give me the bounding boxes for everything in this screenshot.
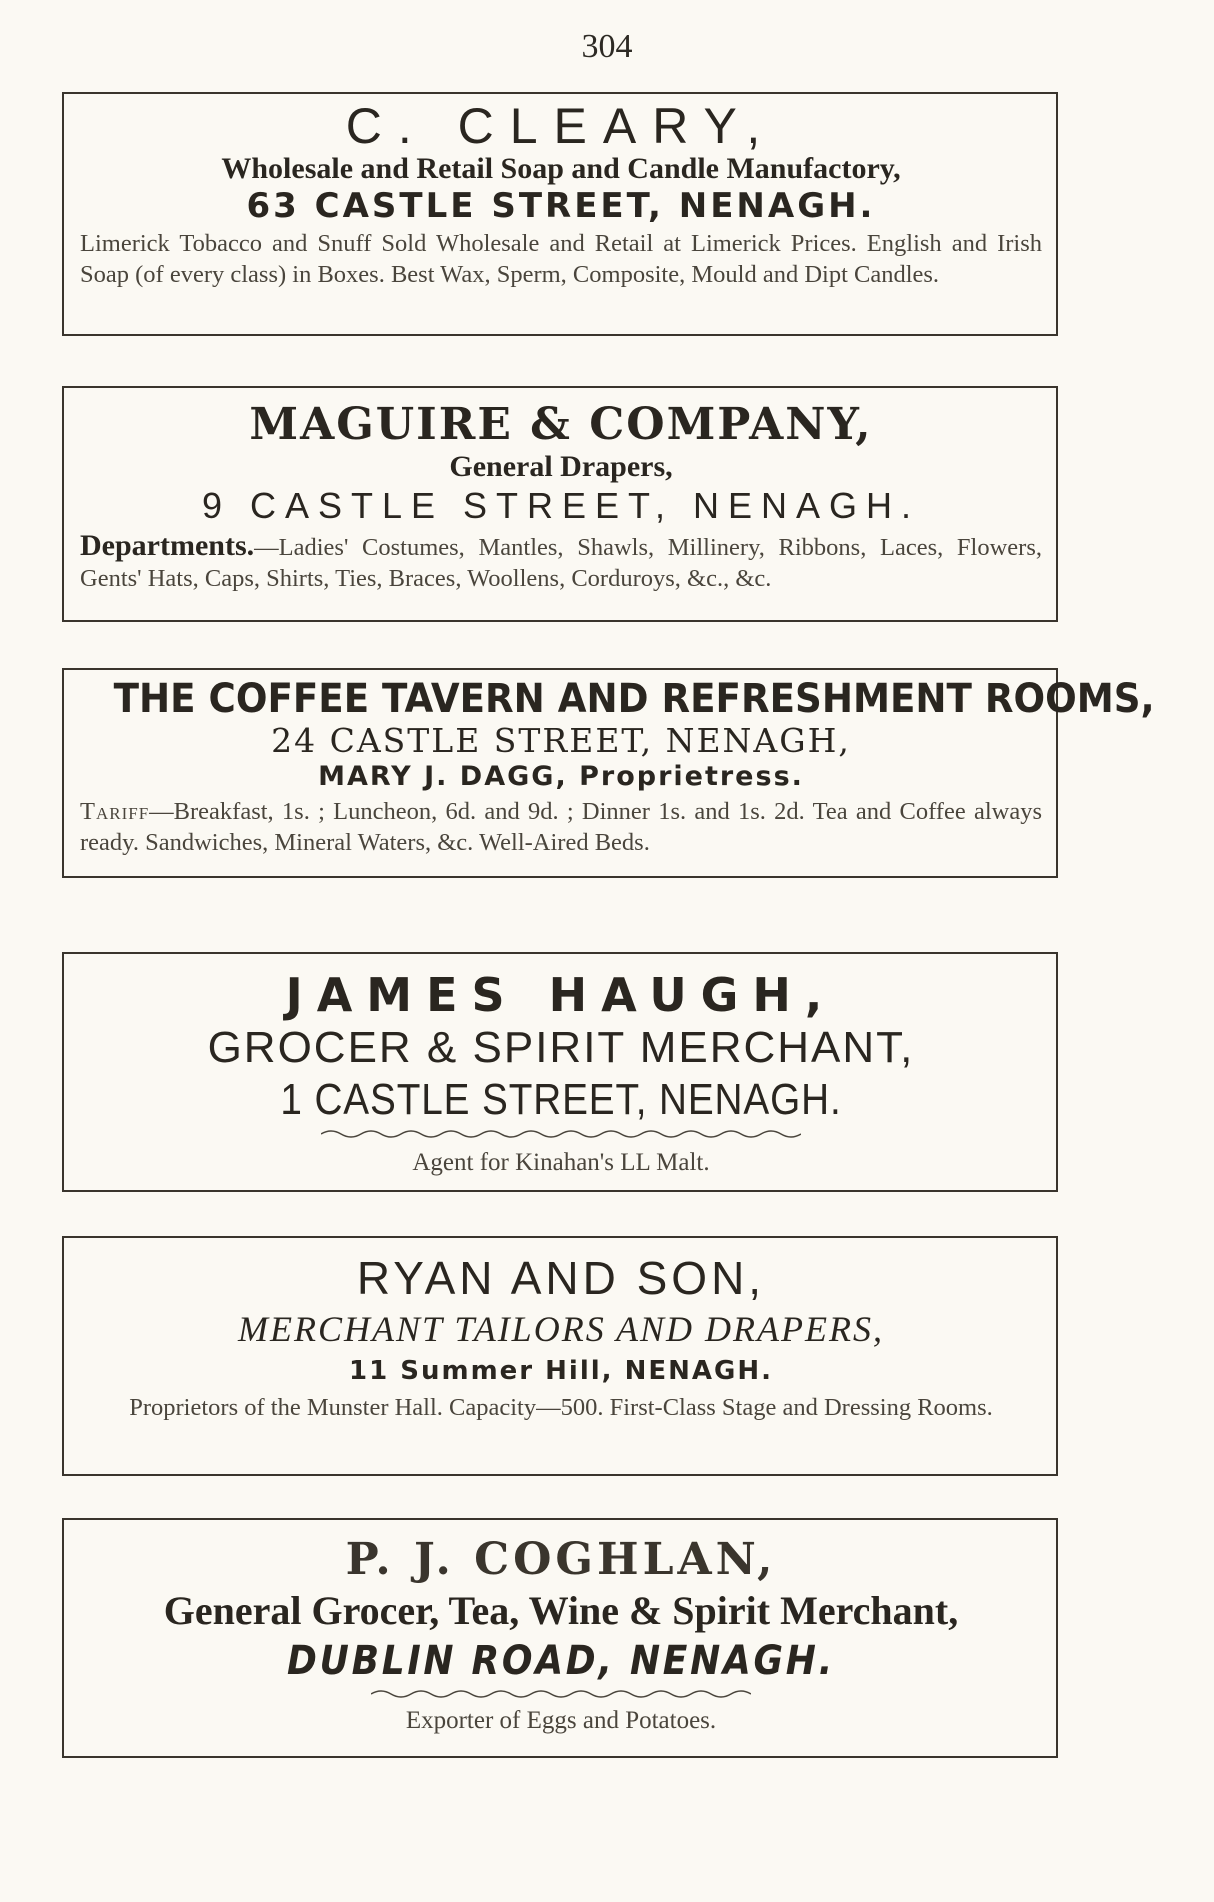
business-address: 63 CASTLE STREET, NENAGH. — [246, 186, 876, 226]
business-trade: GROCER & SPIRIT MERCHANT, — [207, 1023, 915, 1072]
business-name: JAMES HAUGH, — [285, 968, 837, 1022]
business-address: 1 CASTLE STREET, NENAGH. — [280, 1075, 842, 1124]
business-trade: Wholesale and Retail Soap and Candle Manufactory, — [221, 152, 901, 185]
business-name: P. J. COGHLAN, — [345, 1534, 777, 1585]
business-address: 11 Summer Hill, NENAGH. — [349, 1356, 773, 1386]
business-address: 9 CASTLE STREET, NENAGH. — [201, 485, 921, 526]
business-name: RYAN AND SON, — [356, 1252, 766, 1304]
tariff-label: Tariff — [80, 798, 150, 825]
tariff-details: —Breakfast, 1s. ; Luncheon, 6d. and 9d. ; Dinner 1s. and 1s. 2d. Tea and Coffee always ready. Sandwiches, Mineral Waters, &c. Well-Aired Beds. — [80, 798, 1042, 856]
advertisement-ryan — [62, 1236, 1058, 1476]
advertisement-coghlan — [62, 1518, 1058, 1758]
business-name: C. CLEARY, — [345, 98, 777, 154]
business-name: THE COFFEE TAVERN AND REFRESHMENT ROOMS, — [113, 676, 1155, 722]
advertisement-body: Limerick Tobacco and Snuff Sold Wholesale and Retail at Limerick Prices. English and Irish Soap (of every class) in Boxes. Best Wax, Sperm, Composite, Mould and Dipt Candles. — [80, 230, 1042, 288]
advertisement-haugh — [62, 952, 1058, 1192]
advertisement-body — [80, 796, 1042, 858]
departments-label: Departments. — [80, 529, 255, 562]
proprietor-line: MARY J. DAGG, Proprietress. — [318, 761, 804, 792]
advertisement-body: Proprietors of the Munster Hall. Capacity—500. First-Class Stage and Dressing Rooms. — [129, 1394, 993, 1421]
agent-note: Agent for Kinahan's LL Malt. — [412, 1149, 710, 1176]
advertisement-maguire — [62, 386, 1058, 622]
advertisement-cleary — [62, 92, 1058, 336]
business-trade: General Drapers, — [449, 450, 673, 483]
advertisement-body — [80, 530, 1042, 594]
exporter-note: Exporter of Eggs and Potatoes. — [405, 1707, 717, 1734]
page-number: 304 — [581, 28, 633, 65]
business-trade: MERCHANT TAILORS AND DRAPERS, — [238, 1309, 884, 1349]
decorative-rule — [371, 1688, 751, 1700]
business-trade: General Grocer, Tea, Wine & Spirit Merchant, — [163, 1588, 959, 1633]
advertisement-coffee-tavern — [62, 668, 1155, 878]
decorative-rule — [321, 1128, 801, 1140]
business-name: MAGUIRE & COMPANY, — [249, 399, 873, 450]
departments-list: —Ladies' Costumes, Mantles, Shawls, Millinery, Ribbons, Laces, Flowers, Gents' Hats, Caps, Shirts, Ties, Braces, Woollens, Corduroys, &c., &c. — [80, 534, 1042, 592]
business-address: DUBLIN ROAD, NENAGH. — [287, 1638, 835, 1684]
business-address: 24 CASTLE STREET, NENAGH, — [271, 721, 851, 760]
